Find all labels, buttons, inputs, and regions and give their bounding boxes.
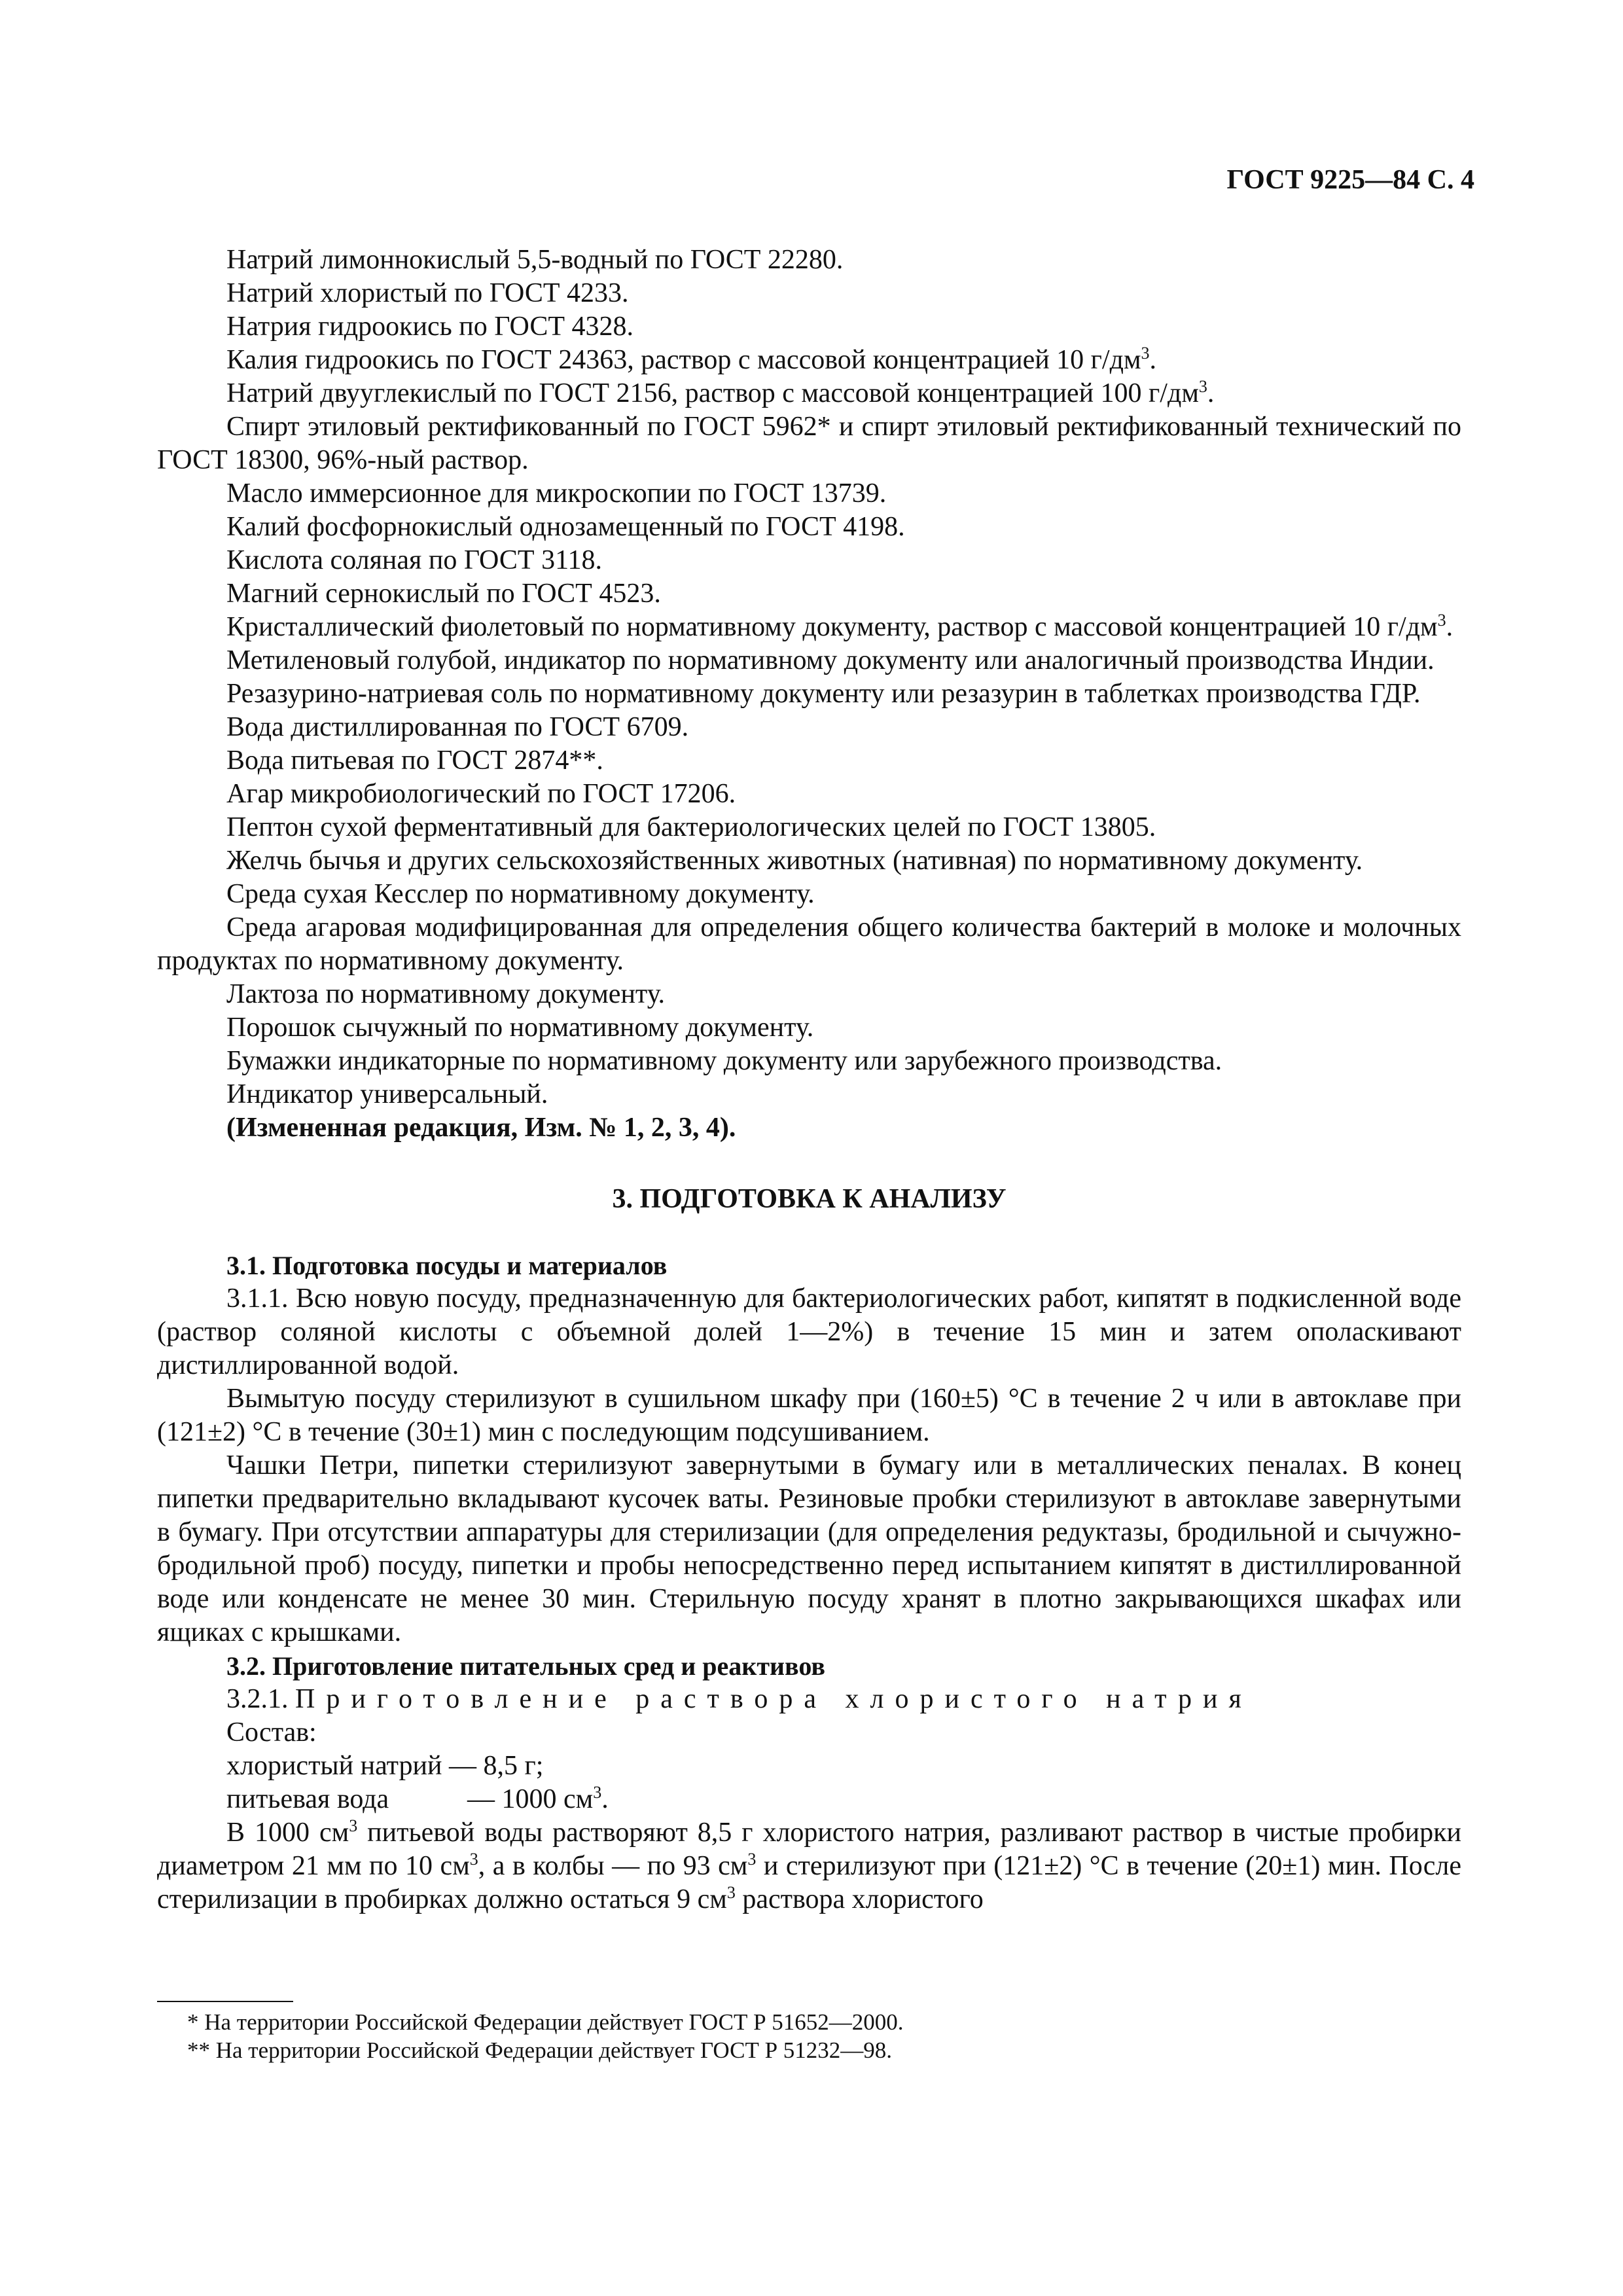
body-text [157,243,1461,1916]
paragraph: 3.1.1. Всю новую посуду, предназначенную для бактериологических работ, кипятят в подкисленной воде (раствор соляной кислоты с объемной долей 1—2%) в течение 15 мин и затем ополаскивают дистиллированной водой. [157,1283,1461,1380]
footnote: ** На территории Российской Федерации действует ГОСТ Р 51232—98. [187,2037,893,2063]
list-item: Вода дистиллированная по ГОСТ 6709. [226,712,689,742]
list-item: Агар микробиологический по ГОСТ 17206. [226,779,736,809]
list-item: Лактоза по нормативному документу. [226,979,666,1009]
list-item: Натрий лимоннокислый 5,5-водный по ГОСТ 22280. [226,245,844,275]
clause-title-spaced: Приготовление раствора хлористого натрия [295,1684,1253,1714]
list-item: Среда агаровая модифицированная для определения общего количества бактерий в молоке и молочных продуктах по нормативному документу. [157,912,1461,976]
list-item: Резазурино-натриевая соль по нормативному документу или резазурин в таблетках производства ГДР. [226,679,1421,709]
list-item: Калия гидроокись по ГОСТ 24363, раствор с массовой концентрацией 10 $г/дм^3$. [226,344,1157,375]
list-item: Индикатор универсальный. [226,1079,548,1109]
list-item: Калий фосфорнокислый однозамещенный по ГОСТ 4198. [226,512,905,542]
composition-item: хлористый натрий — 8,5 г; [226,1751,544,1781]
page-header: ГОСТ 9225—84 С. 4 [1226,165,1474,195]
clause-title: 3.2.1. Приготовление раствора хлористого натрия [226,1684,1253,1714]
composition-item: питьевая вода — 1000 $см^3$. [226,1783,609,1814]
paragraph: Вымытую посуду стерилизуют в сушильном шкафу при (160±5) °С в течение 2 ч или в автоклаве при (121±2) °С в течение (30±1) мин с последующим подсушиванием. [157,1384,1461,1447]
list-item: Бумажки индикаторные по нормативному документу или зарубежного производства. [226,1046,1222,1076]
footnote: * На территории Российской Федерации действует ГОСТ Р 51652—2000. [187,2009,904,2035]
paragraph: В 1000 $см^3$ питьевой воды растворяют 8,5 г хлористого натрия, разливают раствор в чистые пробирки диаметром 21 мм по 10 $см^3$, а в колбы — по 93 $см^3$ и стерилизуют при (121±2) °С в течение (20±1) мин. После стерилизации в пробирках должно остаться 9 $см^3$ раствора хлористого [157,1816,1462,1914]
list-item: Спирт этиловый ректификованный по ГОСТ 5962* и спирт этиловый ректификованный технический по ГОСТ 18300, 96%-ный раствор. [157,412,1461,475]
amendment-note: (Измененная редакция, Изм. № 1, 2, 3, 4). [226,1113,736,1143]
subsection-title: 3.2. Приготовление питательных сред и реактивов [226,1651,825,1681]
list-item: Масло иммерсионное для микроскопии по ГОСТ 13739. [226,478,887,509]
list-item: Метиленовый голубой, индикатор по нормативному документу или аналогичный производства Индии. [226,645,1435,675]
list-item: Натрий хлористый по ГОСТ 4233. [226,278,629,308]
list-item: Натрий двууглекислый по ГОСТ 2156, раствор с массовой концентрацией 100 $г/дм^3$. [226,377,1215,408]
list-item: Порошок сычужный по нормативному документу. [226,1013,814,1043]
list-item: Кристаллический фиолетовый по нормативному документу, раствор с массовой концентрацией 10 $г/дм^3$. [226,611,1454,642]
list-item: Желчь бычья и других сельскохозяйственных животных (нативная) по нормативному документу. [226,846,1363,876]
list-item: Магний сернокислый по ГОСТ 4523. [226,579,661,609]
subsection-title: 3.1. Подготовка посуды и материалов [226,1251,668,1280]
section-heading: 3. ПОДГОТОВКА К АНАЛИЗУ [612,1184,1007,1214]
list-item: Пептон сухой ферментативный для бактериологических целей по ГОСТ 13805. [226,812,1156,842]
list-item: Вода питьевая по ГОСТ 2874**. [226,745,603,776]
footnote-divider [157,2001,293,2002]
composition-label: Состав: [226,1717,317,1748]
footnotes [157,2008,1461,2064]
reagent-list [157,243,1461,1111]
list-item: Натрия гидроокись по ГОСТ 4328. [226,312,634,342]
list-item: Среда сухая Кесслер по нормативному документу. [226,879,815,909]
paragraph: Чашки Петри, пипетки стерилизуют завернутыми в бумагу или в металлических пеналах. В конец пипетки предварительно вкладывают кусочек ваты. Резиновые пробки стерилизуют в автоклаве завернутыми в бумагу. При отсутствии аппаратуры для стерилизации (для определения редуктазы, бродильной и сычужно-бродильной проб) посуду, пипетки и пробы непосредственно перед испытанием кипятят в дистиллированной воде или конденсате не менее 30 мин. Стерильную посуду хранят в плотно закрывающихся шкафах или ящиках с крышками. [157,1450,1461,1647]
list-item: Кислота соляная по ГОСТ 3118. [226,545,603,575]
